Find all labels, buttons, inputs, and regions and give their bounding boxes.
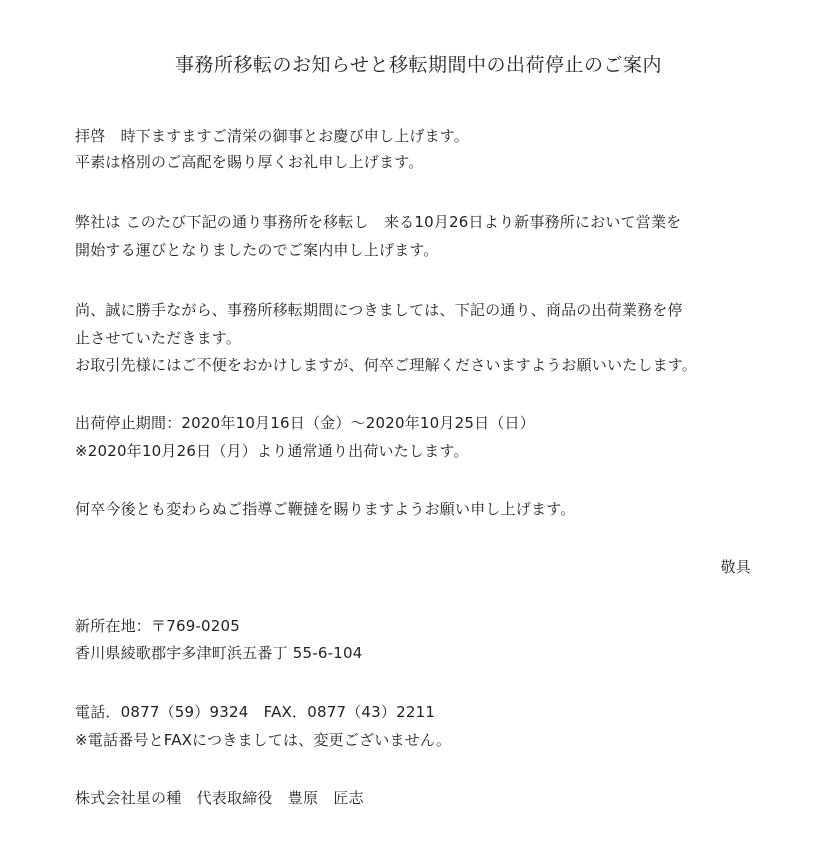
new-address-label: 新所在地：〒769-0205 <box>75 617 241 635</box>
closing-word: 敬具 <box>720 558 751 576</box>
greeting-line-2: 平素は格別のご高配を賜り厚くお礼申し上げます。 <box>75 153 424 171</box>
document-title: 事務所移転のお知らせと移転期間中の出荷停止のご案内 <box>175 54 662 76</box>
company-signature: 株式会社星の種 代表取締役 豊原 匠志 <box>75 789 364 807</box>
phone-fax: 電話．0877（59）9324 FAX．0877（43）2211 <box>75 703 436 721</box>
suspension-notice-line-3: お取引先様にはご不便をおかけしますが、何卒ご理解くださいますようお願いいたします。 <box>75 356 698 374</box>
phone-note: ※電話番号とFAXにつきましては、変更ございません。 <box>75 731 452 749</box>
suspension-notice-line-1: 尚、誠に勝手ながら、事務所移転期間につきましては、下記の通り、商品の出荷業務を停 <box>75 301 683 319</box>
closing-request: 何卒今後とも変わらぬご指導ご鞭撻を賜りますようお願い申し上げます。 <box>75 500 576 518</box>
new-address: 香川県綾歌郡宇多津町浜五番丁 55-6-104 <box>75 644 363 662</box>
suspension-notice-line-2: 止させていただきます。 <box>75 329 242 347</box>
suspension-period: 出荷停止期間：2020年10月16日（金）～2020年10月25日（日） <box>75 414 535 432</box>
resume-note: ※2020年10月26日（月）より通常通り出荷いたします。 <box>75 442 469 460</box>
greeting-line-1: 拝啓 時下ますますご清栄の御事とお慶び申し上げます。 <box>75 127 470 145</box>
move-announcement-line-1: 弊社は このたび下記の通り事務所を移転し 来る10月26日より新事務所において営業を <box>75 213 682 231</box>
move-announcement-line-2: 開始する運びとなりましたのでご案内申し上げます。 <box>75 241 439 259</box>
